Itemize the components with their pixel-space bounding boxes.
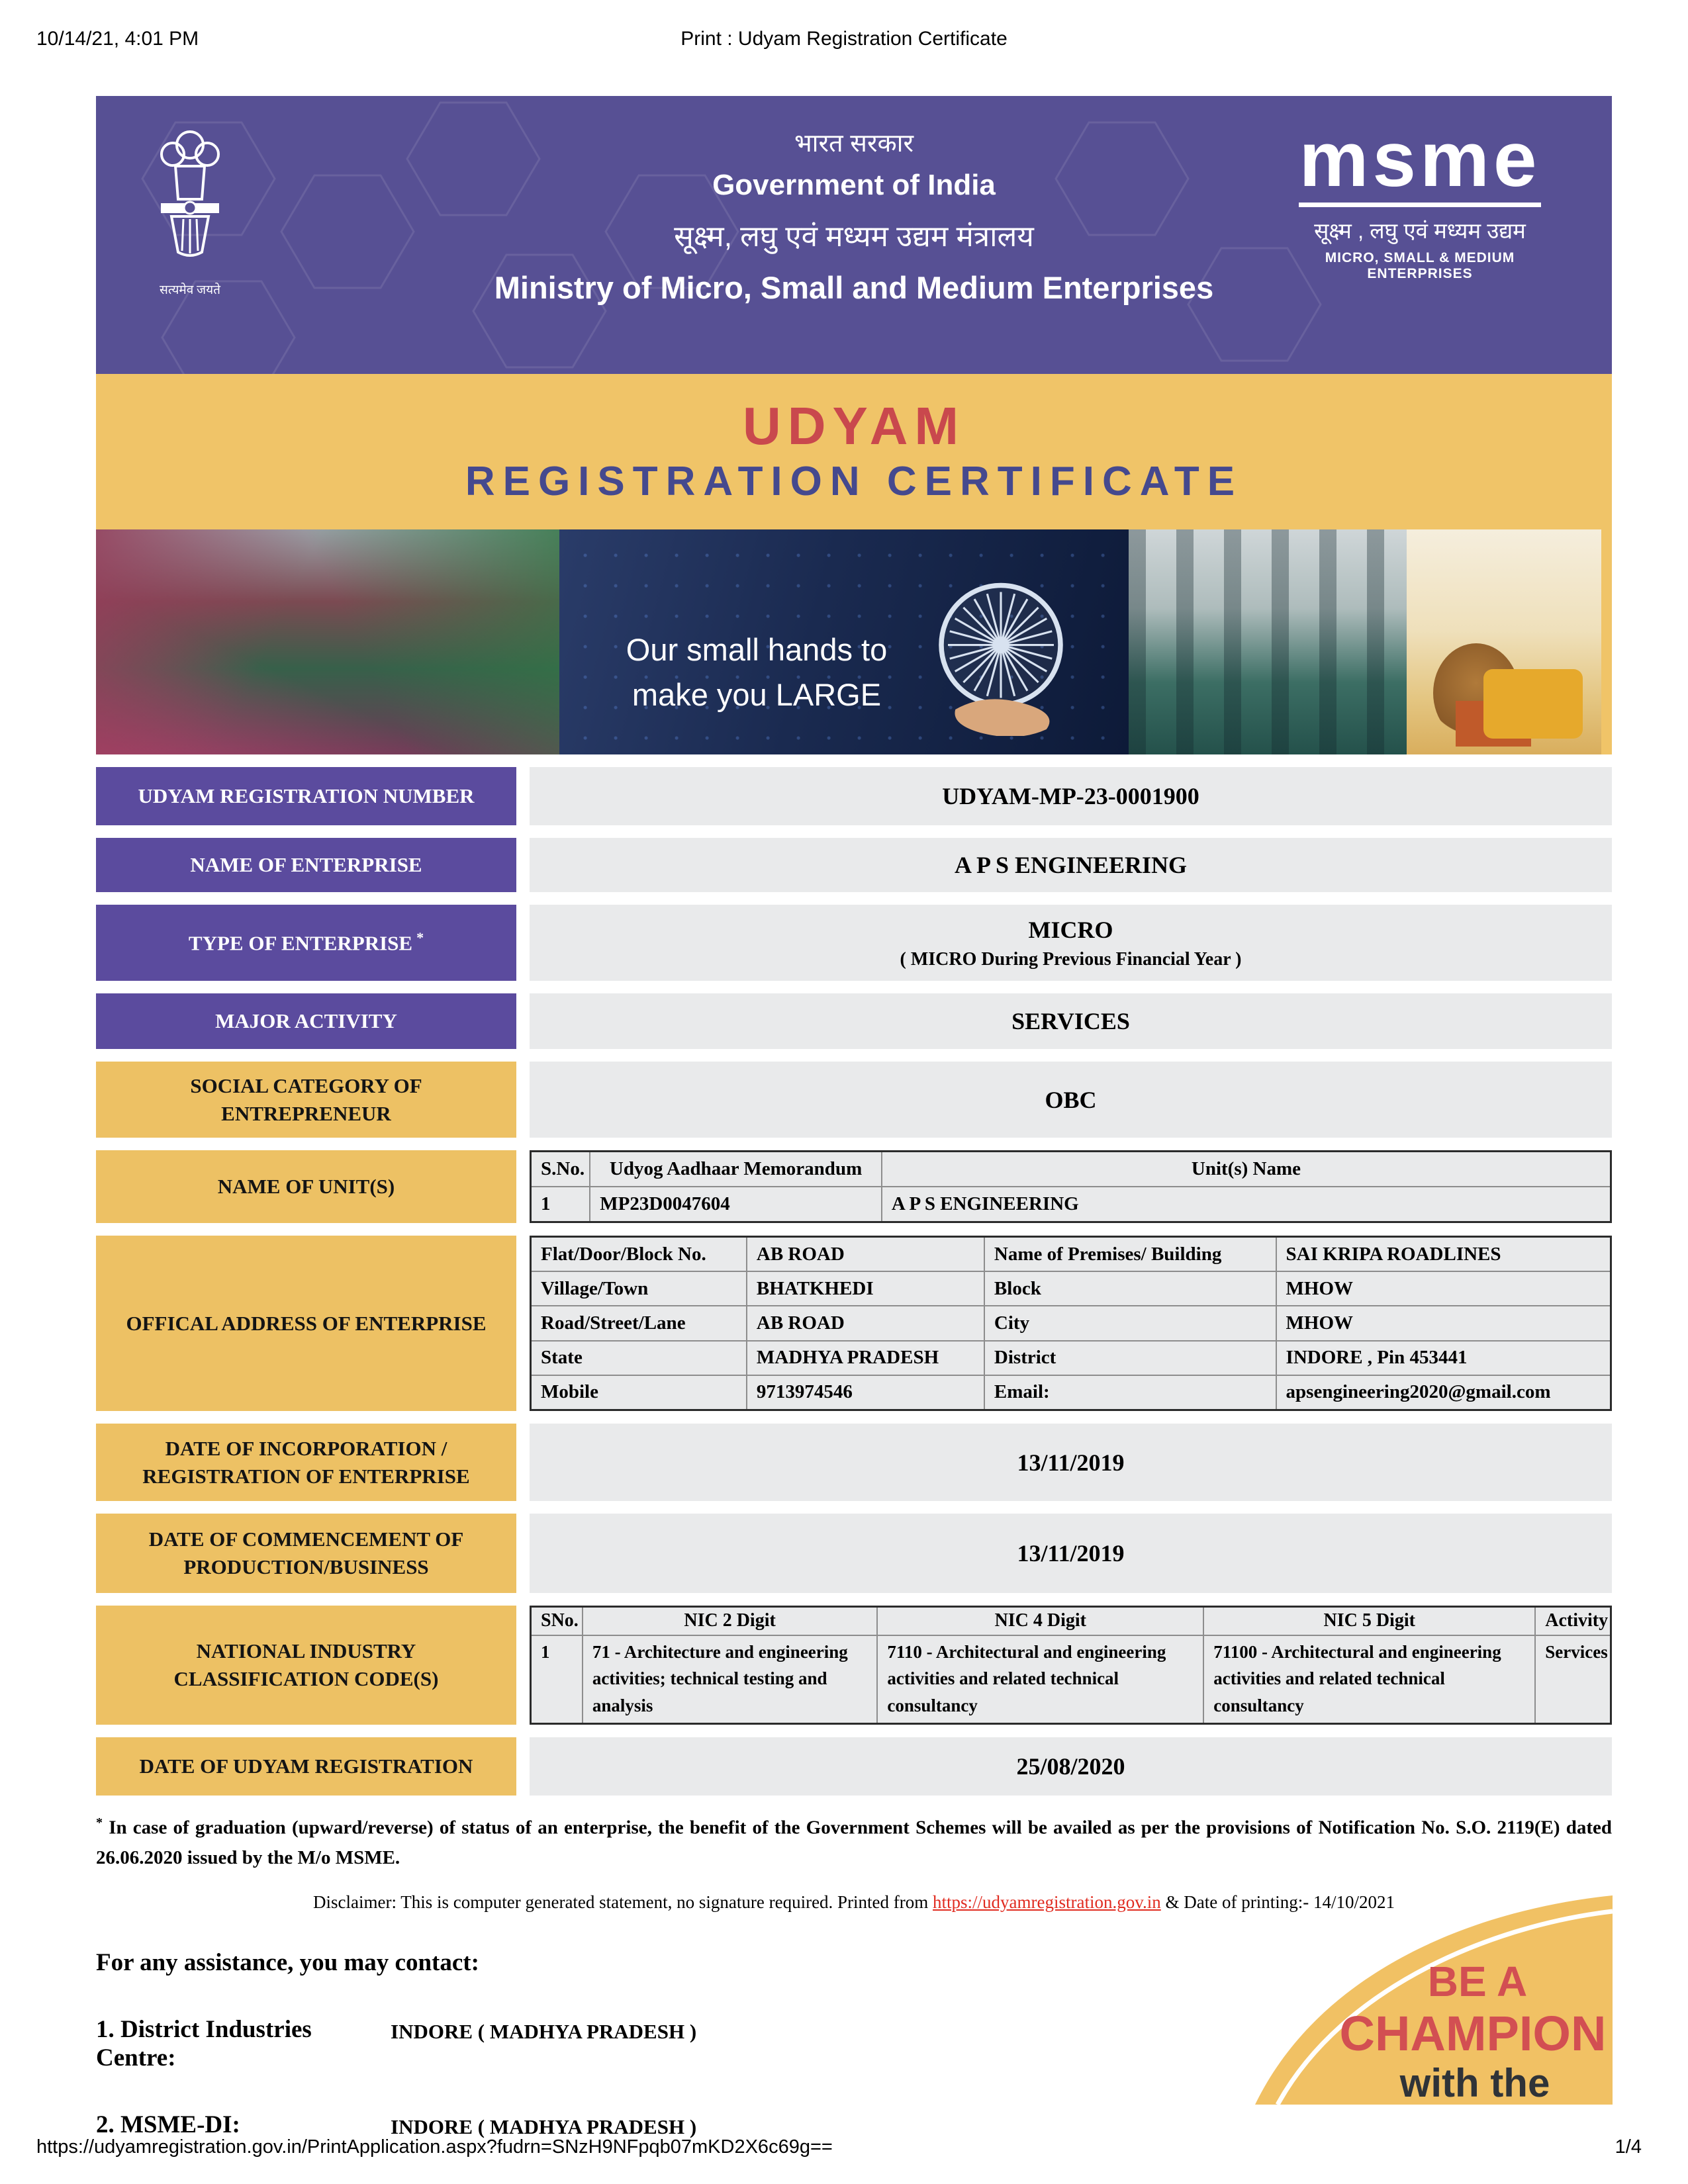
row-official-address [96, 1236, 1612, 1411]
field-label: SOCIAL CATEGORY OF ENTREPRENEUR [96, 1062, 516, 1138]
address-table-wrap [530, 1236, 1612, 1411]
row-social-category [96, 1062, 1612, 1138]
champion-line1: BE A [1427, 1958, 1528, 2005]
address-cell: Email: [984, 1375, 1276, 1410]
row-enterprise-type [96, 905, 1612, 981]
field-value: OBC [530, 1062, 1612, 1138]
field-label [96, 905, 516, 981]
units-table [530, 1150, 1612, 1223]
units-cell-uam: MP23D0047604 [590, 1187, 882, 1222]
graduation-footnote [96, 1813, 1612, 1873]
field-label: DATE OF COMMENCEMENT OF PRODUCTION/BUSINESS [96, 1514, 516, 1593]
table-row [531, 1237, 1611, 1272]
address-cell: Flat/Door/Block No. [531, 1237, 747, 1272]
address-cell: State [531, 1341, 747, 1375]
nic-cell-2digit: 71 - Architecture and engineering activities; technical testing and analysis [583, 1635, 878, 1724]
row-nic-codes [96, 1606, 1612, 1725]
hindi-government-title: भारत सरकार [794, 130, 914, 158]
field-label: NATIONAL INDUSTRY CLASSIFICATION CODE(S) [96, 1606, 516, 1725]
table-row [531, 1271, 1611, 1306]
contact-label: 2. MSME-DI: [96, 2111, 240, 2138]
address-cell: Mobile [531, 1375, 747, 1410]
hindi-ministry-title: सूक्ष्म, लघु एवं मध्यम उद्यम मंत्रालय [674, 220, 1034, 253]
msme-hindi-caption: सूक्ष्म , लघु एवं मध्यम उद्यम [1314, 218, 1526, 243]
asterisk-marker: * [416, 929, 424, 946]
nic-cell-4digit: 7110 - Architectural and engineering activities and related technical consultancy [877, 1635, 1203, 1724]
type-value: MICRO [1028, 916, 1113, 943]
hero-tagline [571, 627, 942, 717]
government-header-band [96, 96, 1612, 374]
field-label: OFFICAL ADDRESS OF ENTERPRISE [96, 1236, 516, 1411]
assistance-heading: For any assistance, you may contact: [96, 1948, 479, 1976]
address-cell: District [984, 1341, 1276, 1375]
field-label-text: TYPE OF ENTERPRISE [188, 931, 413, 955]
field-value: 25/08/2020 [530, 1737, 1612, 1796]
hero-tagline-line2: make you LARGE [632, 677, 882, 713]
field-label: DATE OF INCORPORATION / REGISTRATION OF ENTERPRISE [96, 1424, 516, 1501]
row-udyam-registration-date [96, 1737, 1612, 1796]
farm-machine [1483, 669, 1583, 739]
table-row [531, 1306, 1611, 1340]
field-label: NAME OF ENTERPRISE [96, 838, 516, 892]
champion-line3: with the [1399, 2061, 1550, 2105]
champion-badge [1244, 1891, 1613, 2105]
hero-farm-photo [1407, 529, 1601, 754]
banner-subtitle: REGISTRATION CERTIFICATE [465, 459, 1243, 504]
nic-header-sno: SNo. [531, 1607, 583, 1635]
hero-tagline-panel [559, 529, 1129, 754]
field-label: UDYAM REGISTRATION NUMBER [96, 767, 516, 825]
contact-value: INDORE ( MADHYA PRADESH ) [391, 2115, 697, 2138]
row-enterprise-name [96, 838, 1612, 892]
row-incorporation-date [96, 1424, 1612, 1501]
chakra-wheel-icon [925, 570, 1077, 736]
hand-icon [955, 699, 1049, 736]
address-cell: Name of Premises/ Building [984, 1237, 1276, 1272]
print-footer-url: https://udyamregistration.gov.in/PrintApplication.aspx?fudrn=SNzH9NFpqb07mKD2X6c69g== [36, 2136, 833, 2158]
address-cell: MHOW [1276, 1306, 1611, 1340]
nic-header-5digit: NIC 5 Digit [1203, 1607, 1535, 1635]
field-value: UDYAM-MP-23-0001900 [530, 767, 1612, 825]
field-label: NAME OF UNIT(S) [96, 1150, 516, 1223]
table-row [531, 1341, 1611, 1375]
table-row [531, 1375, 1611, 1410]
nic-cell-activity: Services [1535, 1635, 1611, 1724]
field-label: MAJOR ACTIVITY [96, 993, 516, 1049]
nic-table [530, 1606, 1612, 1725]
type-value-note: ( MICRO During Previous Financial Year ) [900, 948, 1242, 970]
print-footer [36, 2136, 1642, 2158]
address-cell: Village/Town [531, 1271, 747, 1306]
address-cell: MADHYA PRADESH [747, 1341, 984, 1375]
hero-craftswoman-photo [96, 529, 559, 754]
field-value [530, 905, 1612, 981]
units-header-name: Unit(s) Name [882, 1152, 1611, 1187]
hero-photo-strip [96, 529, 1612, 754]
address-cell: apsengineering2020@gmail.com [1276, 1375, 1611, 1410]
field-value: A P S ENGINEERING [530, 838, 1612, 892]
field-label: DATE OF UDYAM REGISTRATION [96, 1737, 516, 1796]
address-cell: AB ROAD [747, 1237, 984, 1272]
hero-tagline-line1: Our small hands to [626, 632, 888, 667]
units-header-sno: S.No. [531, 1152, 590, 1187]
nic-header-2digit: NIC 2 Digit [583, 1607, 878, 1635]
address-cell: SAI KRIPA ROADLINES [1276, 1237, 1611, 1272]
msme-logo [1274, 116, 1566, 282]
banner-title: UDYAM [743, 396, 965, 455]
nic-header-4digit: NIC 4 Digit [877, 1607, 1203, 1635]
address-cell: INDORE , Pin 453441 [1276, 1341, 1611, 1375]
champion-line2: CHAMPION [1339, 2006, 1607, 2061]
print-title: Print : Udyam Registration Certificate [680, 28, 1008, 50]
table-row [531, 1187, 1611, 1222]
ministry-title: Ministry of Micro, Small and Medium Enterprises [494, 270, 1214, 305]
address-table [530, 1236, 1612, 1411]
contact-value: INDORE ( MADHYA PRADESH ) [391, 2019, 697, 2043]
print-header [36, 28, 1652, 54]
government-title: Government of India [712, 169, 996, 201]
row-units [96, 1150, 1612, 1223]
nic-header-activity: Activity [1535, 1607, 1611, 1635]
address-cell: Road/Street/Lane [531, 1306, 747, 1340]
field-value: SERVICES [530, 993, 1612, 1049]
units-table-wrap [530, 1150, 1612, 1223]
row-registration-number [96, 767, 1612, 825]
hero-right-edge [1601, 529, 1612, 754]
nic-cell-5digit: 71100 - Architectural and engineering activities and related technical consultancy [1203, 1635, 1535, 1724]
row-commencement-date [96, 1514, 1612, 1593]
address-cell: City [984, 1306, 1276, 1340]
certificate [96, 96, 1612, 2139]
address-cell: BHATKHEDI [747, 1271, 984, 1306]
print-datetime: 10/14/21, 4:01 PM [36, 28, 199, 50]
certificate-banner [96, 374, 1612, 529]
print-footer-page-number: 1/4 [1615, 2136, 1642, 2158]
hero-office-photo [1129, 529, 1407, 754]
asterisk-marker: * [96, 1815, 103, 1830]
disclaimer-pre: Disclaimer: This is computer generated statement, no signature required. Printed from [313, 1891, 933, 1912]
address-cell: MHOW [1276, 1271, 1611, 1306]
contact-label: 1. District Industries Centre: [96, 2015, 312, 2071]
units-cell-name: A P S ENGINEERING [882, 1187, 1611, 1222]
address-cell: Block [984, 1271, 1276, 1306]
units-header-uam: Udyog Aadhaar Memorandum [590, 1152, 882, 1187]
nic-cell-sno: 1 [531, 1635, 583, 1724]
address-cell: 9713974546 [747, 1375, 984, 1410]
msme-wordmark: msme [1299, 124, 1540, 207]
footnote-text: In case of graduation (upward/reverse) of status of an enterprise, the benefit of the Government Schemes will be availed as per the provisions of Notification No. S.O. 2119(E) dated 26.06.2020 issued by the M/o MSME. [96, 1817, 1612, 1868]
contact-msme-di [96, 2111, 1612, 2139]
table-row [531, 1635, 1611, 1724]
field-value: 13/11/2019 [530, 1514, 1612, 1593]
field-value: 13/11/2019 [530, 1424, 1612, 1501]
nic-table-wrap [530, 1606, 1612, 1725]
row-major-activity [96, 993, 1612, 1049]
units-cell-sno: 1 [531, 1187, 590, 1222]
msme-caption: MICRO, SMALL & MEDIUM ENTERPRISES [1325, 250, 1515, 281]
emblem-motto: सत्यमेव जयते [160, 283, 220, 297]
address-cell: AB ROAD [747, 1306, 984, 1340]
disclaimer-post: & Date of printing:- 14/10/2021 [1160, 1891, 1395, 1912]
udyam-registration-link[interactable]: https://udyamregistration.gov.in [933, 1891, 1161, 1912]
